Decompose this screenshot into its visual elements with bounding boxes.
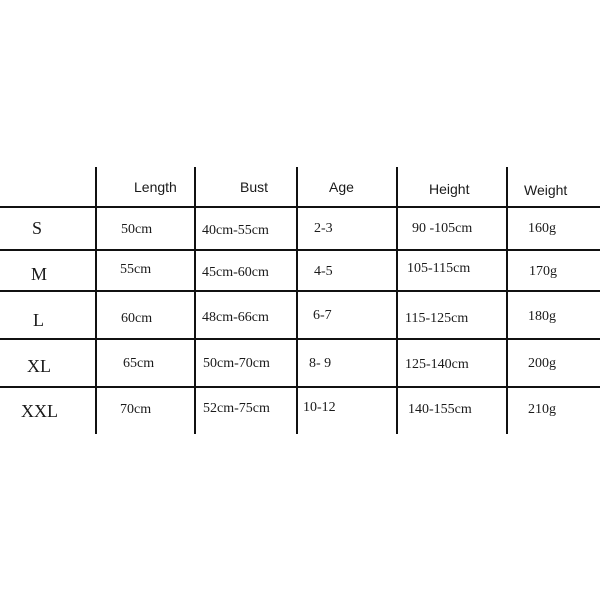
row-divider xyxy=(0,338,600,340)
bust-value: 40cm-55cm xyxy=(202,223,269,238)
length-value: 55cm xyxy=(120,262,152,277)
length-value: 70cm xyxy=(120,402,152,417)
header-length: Length xyxy=(134,179,177,195)
weight-value: 200g xyxy=(528,356,556,371)
age-value: 6-7 xyxy=(313,308,332,323)
size-label: XL xyxy=(27,356,51,376)
size-label: XXL xyxy=(21,401,58,421)
size-label: L xyxy=(33,310,44,330)
row-divider xyxy=(0,249,600,251)
row-divider xyxy=(0,206,600,208)
age-value: 10-12 xyxy=(303,400,336,415)
length-value: 65cm xyxy=(123,356,155,371)
bust-value: 52cm-75cm xyxy=(203,401,270,416)
age-value: 8- 9 xyxy=(309,356,332,371)
weight-value: 210g xyxy=(528,402,556,417)
length-value: 50cm xyxy=(121,222,153,237)
header-age: Age xyxy=(329,179,354,195)
size-label: M xyxy=(31,264,48,284)
weight-value: 180g xyxy=(528,309,556,324)
bust-value: 48cm-66cm xyxy=(202,310,269,325)
weight-value: 170g xyxy=(529,264,557,279)
age-value: 4-5 xyxy=(314,264,333,279)
bust-value: 50cm-70cm xyxy=(203,356,270,371)
height-value: 105-115cm xyxy=(407,261,471,276)
weight-value: 160g xyxy=(528,221,556,236)
row-divider xyxy=(0,290,600,292)
height-value: 90 -105cm xyxy=(412,221,473,236)
size-label: S xyxy=(32,218,43,238)
header-height: Height xyxy=(429,181,470,197)
height-value: 115-125cm xyxy=(405,311,469,326)
bust-value: 45cm-60cm xyxy=(202,265,269,280)
age-value: 2-3 xyxy=(314,221,333,236)
length-value: 60cm xyxy=(121,311,153,326)
height-value: 140-155cm xyxy=(408,402,472,417)
header-bust: Bust xyxy=(240,179,269,195)
height-value: 125-140cm xyxy=(405,357,469,372)
row-divider xyxy=(0,386,600,388)
header-weight: Weight xyxy=(524,182,568,198)
